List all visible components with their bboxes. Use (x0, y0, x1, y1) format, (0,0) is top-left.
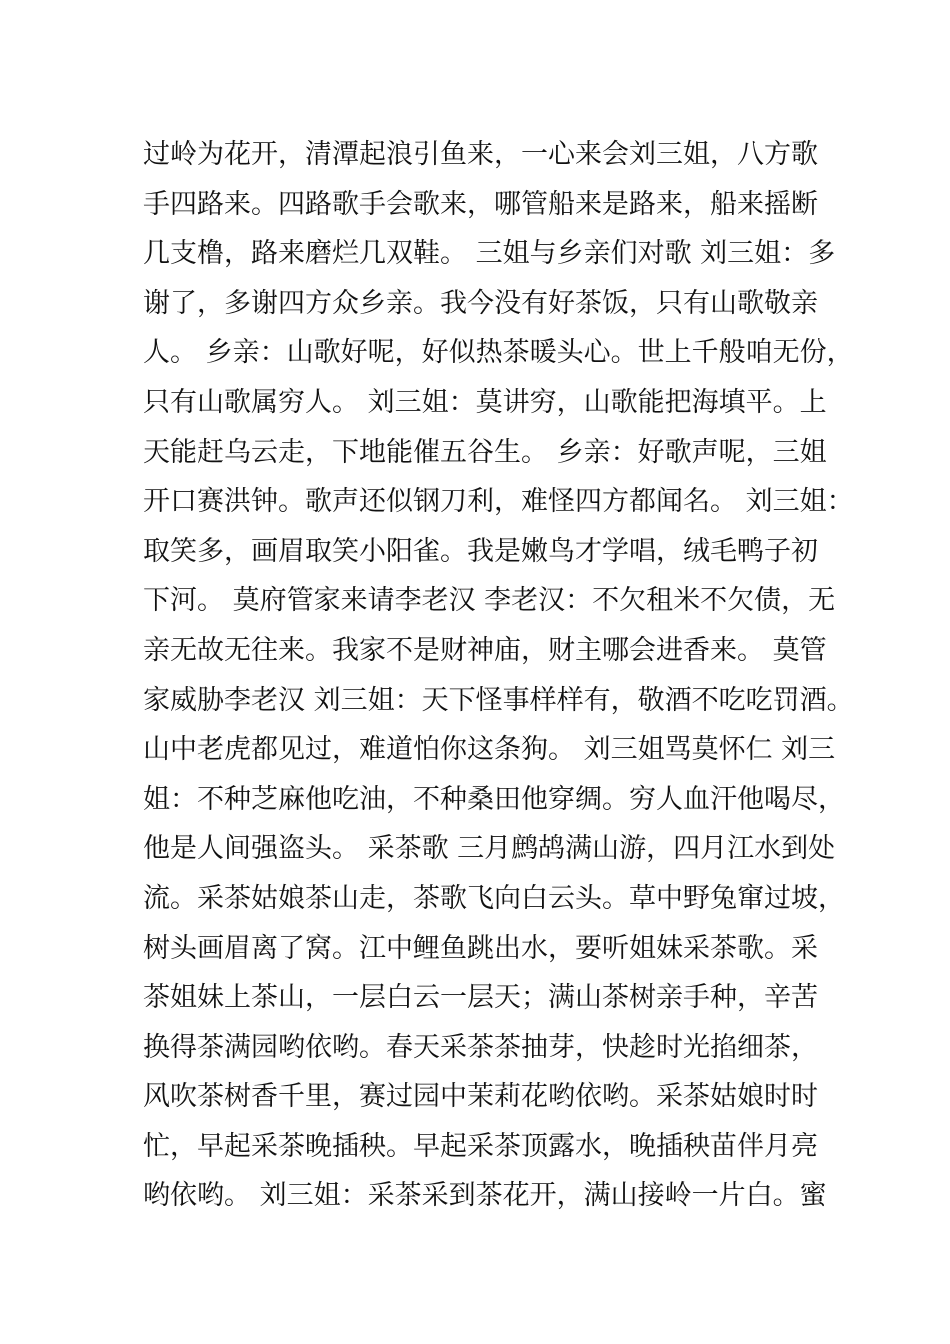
text-line: 下河。 莫府管家来请李老汉 李老汉：不欠租米不欠债，无 (143, 585, 836, 617)
text-line: 开口赛洪钟。歌声还似钢刀利，难怪四方都闻名。 刘三姐： (143, 486, 854, 518)
text-line: 家威胁李老汉 刘三姐：天下怪事样样有，敬酒不吃吃罚酒。 (143, 684, 854, 716)
text-line: 茶姐妹上茶山，一层白云一层天；满山茶树亲手种，辛苦 (143, 982, 818, 1014)
text-line: 山中老虎都见过，难道怕你这条狗。 刘三姐骂莫怀仁 刘三 (143, 734, 836, 766)
text-line: 姐：不种芝麻他吃油，不种桑田他穿绸。穷人血汗他喝尽， (143, 783, 845, 815)
text-line: 忙，早起采茶晚插秧。早起采茶顶露水，晚插秧苗伴月亮 (143, 1130, 818, 1162)
text-line: 几支橹，路来磨烂几双鞋。 三姐与乡亲们对歌 刘三姐：多 (143, 238, 836, 270)
text-line: 换得茶满园哟依哟。春天采茶茶抽芽，快趁时光掐细茶， (143, 1031, 818, 1063)
text-line: 只有山歌属穷人。 刘三姐：莫讲穷，山歌能把海填平。上 (143, 386, 827, 418)
text-line: 取笑多，画眉取笑小阳雀。我是嫩鸟才学唱，绒毛鸭子初 (143, 535, 818, 567)
text-line: 天能赶乌云走，下地能催五谷生。 乡亲：好歌声呢，三姐 (143, 436, 827, 468)
text-line: 树头画眉离了窝。江中鲤鱼跳出水，要听姐妹采茶歌。采 (143, 932, 818, 964)
text-line: 过岭为花开，清潭起浪引鱼来，一心来会刘三姐，八方歌 (143, 139, 818, 170)
text-line: 手四路来。四路歌手会歌来，哪管船来是路来，船来摇断 (143, 188, 818, 220)
text-line: 他是人间强盗头。 采茶歌 三月鹧鸪满山游，四月江水到处 (143, 833, 836, 865)
lyrics-text-block (143, 130, 854, 1221)
text-line: 流。采茶姑娘茶山走，茶歌飞向白云头。草中野兔窜过坡， (143, 882, 845, 914)
text-line: 风吹茶树香千里，赛过园中茉莉花哟依哟。采茶姑娘时时 (143, 1081, 818, 1113)
text-line: 亲无故无往来。我家不是财神庙，财主哪会进香来。 莫管 (143, 634, 827, 666)
text-line: 谢了，多谢四方众乡亲。我今没有好茶饭，只有山歌敬亲 (143, 287, 818, 319)
text-line: 人。 乡亲：山歌好呢，好似热茶暖头心。世上千般咱无份， (143, 337, 854, 369)
text-line: 哟依哟。 刘三姐：采茶采到茶花开，满山接岭一片白。蜜 (143, 1180, 827, 1212)
